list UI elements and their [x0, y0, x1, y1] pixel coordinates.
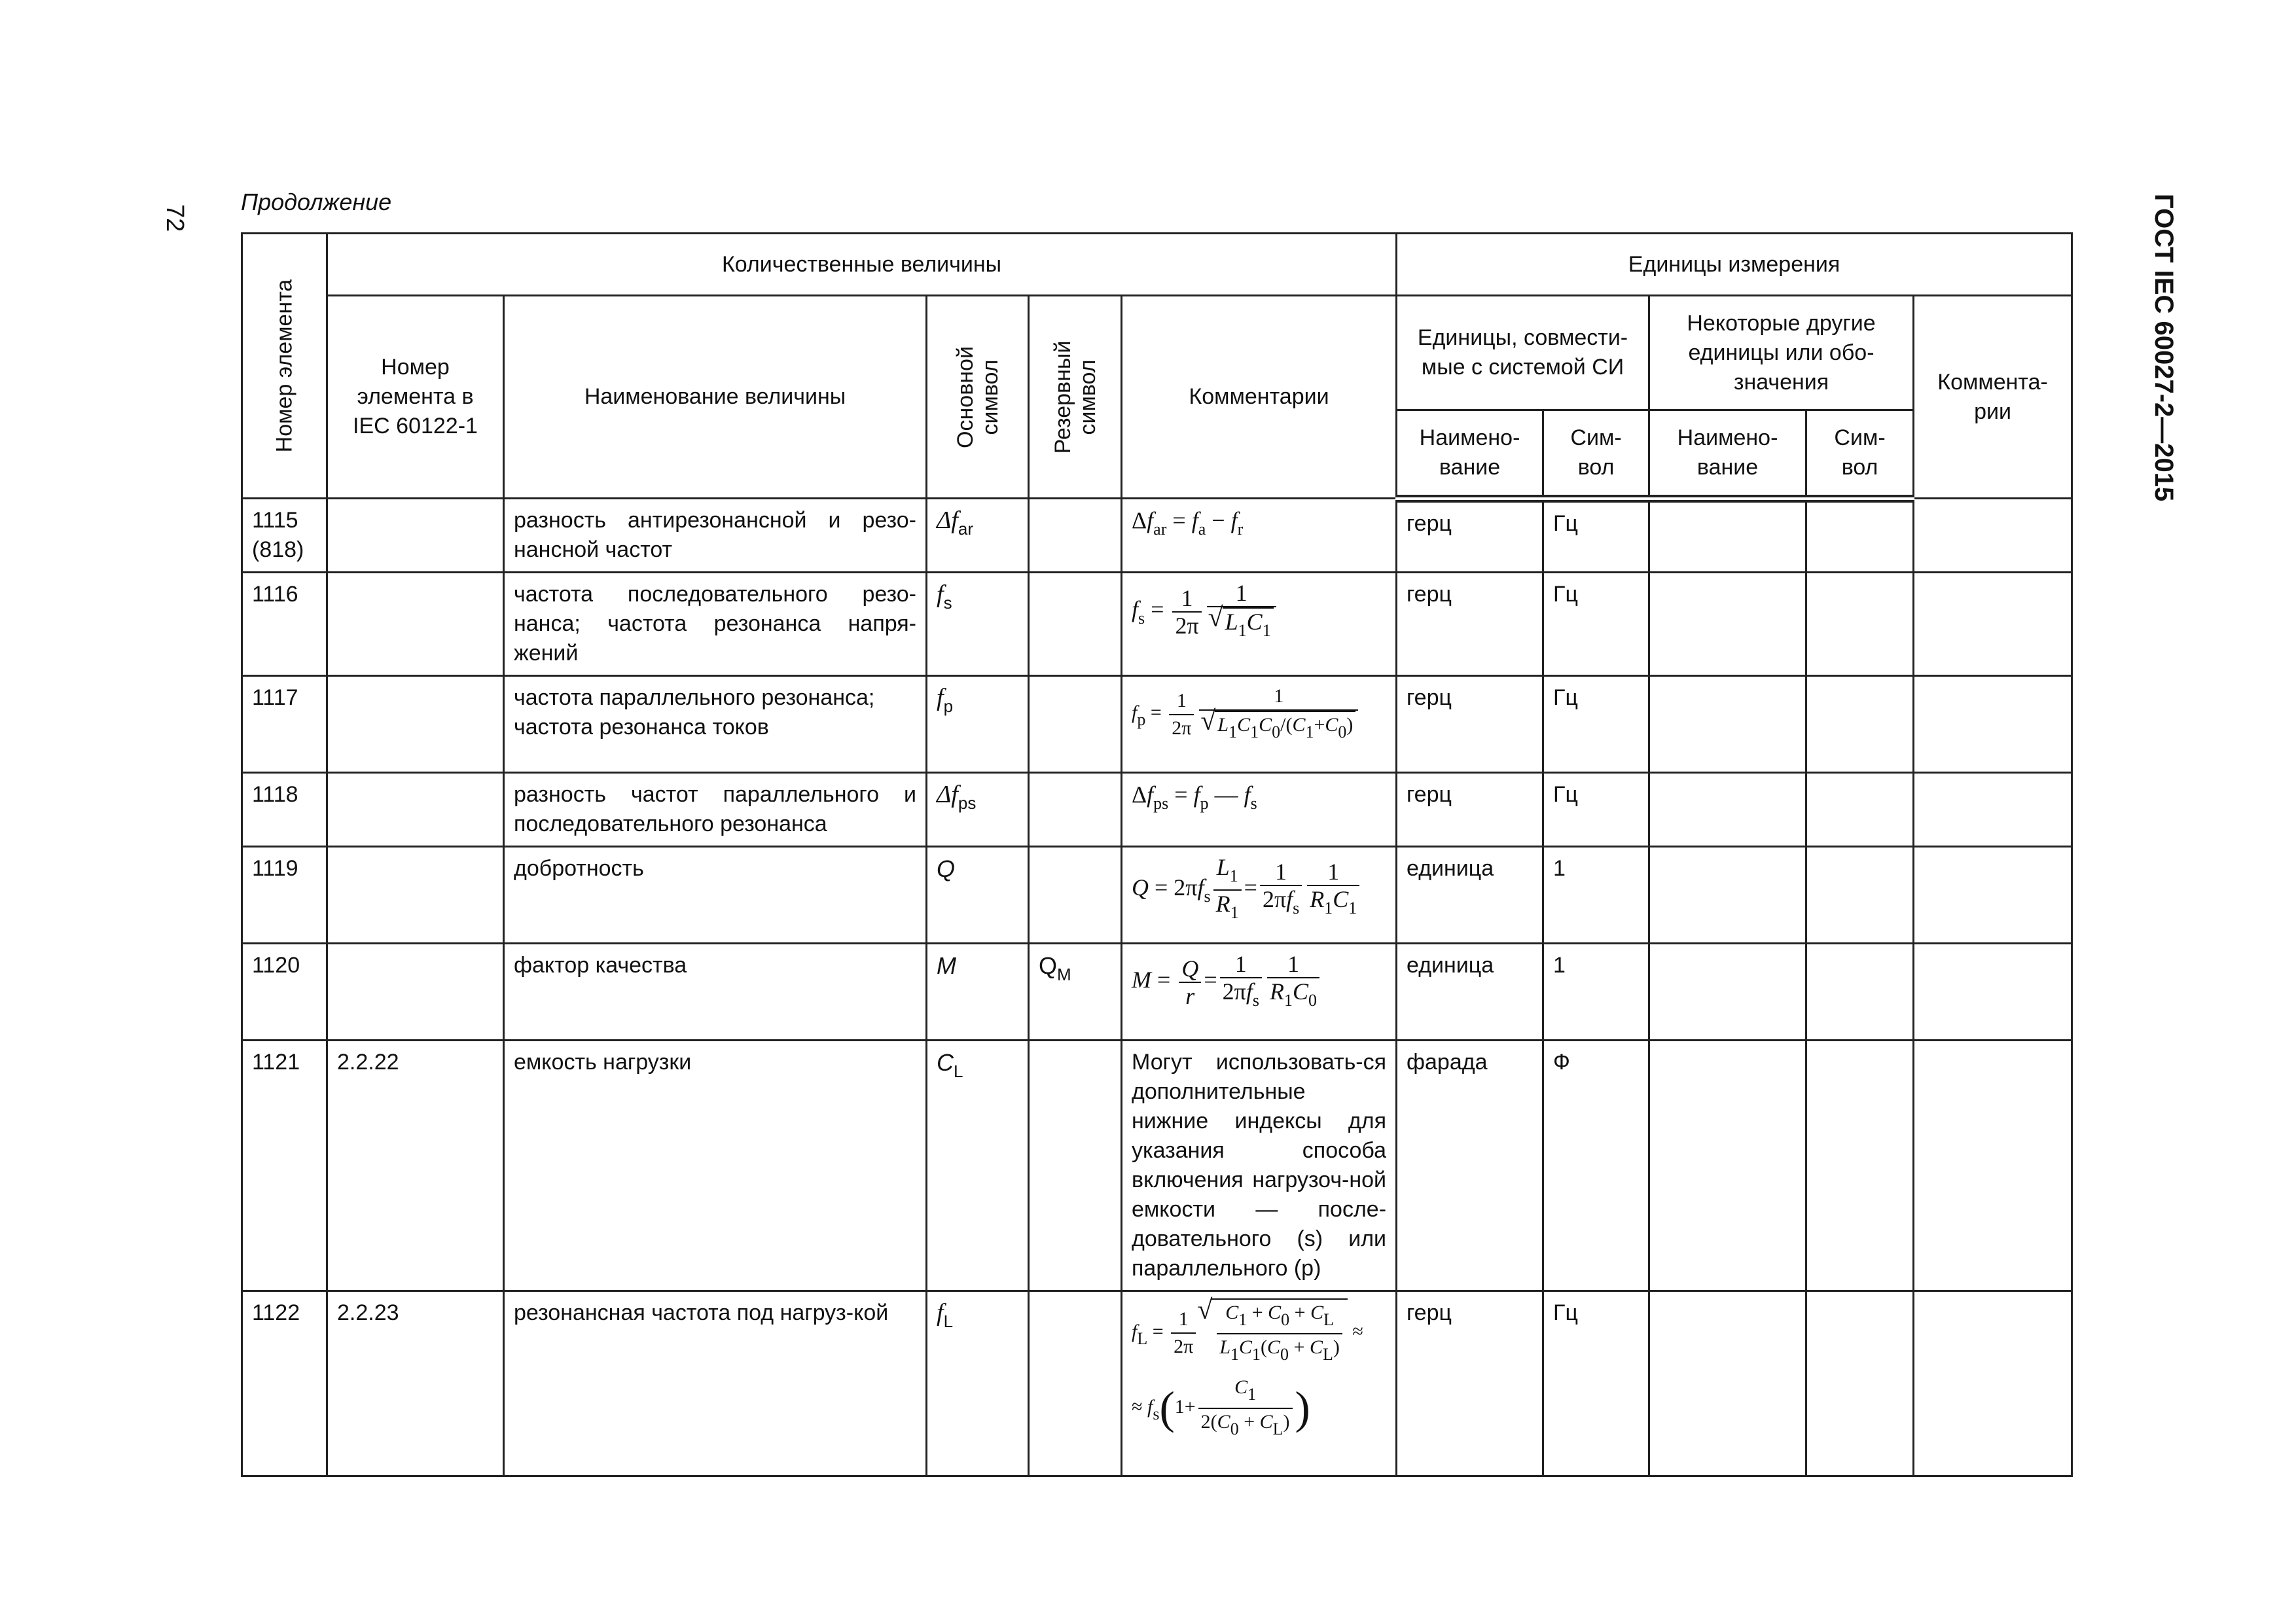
other-unit-name	[1649, 1041, 1806, 1291]
table-row	[242, 847, 2072, 944]
header-comments: Комментарии	[1122, 296, 1397, 499]
header-element-number: Номер элемента	[242, 234, 327, 499]
unit-comment	[1914, 1291, 2072, 1476]
other-unit-symbol	[1806, 1291, 1914, 1476]
unit-symbol: 1	[1543, 847, 1649, 944]
main-symbol: M	[927, 944, 1029, 1041]
element-number: 1119	[242, 847, 327, 944]
table-row	[242, 573, 2072, 676]
unit-name: герц	[1397, 499, 1543, 573]
element-number: 1122	[242, 1291, 327, 1476]
table-row	[242, 1041, 2072, 1291]
reserve-symbol	[1029, 773, 1122, 847]
header-si-symbol: Сим-вол	[1543, 410, 1649, 499]
reserve-symbol	[1029, 1291, 1122, 1476]
other-unit-name	[1649, 676, 1806, 773]
other-unit-name	[1649, 1291, 1806, 1476]
other-unit-symbol	[1806, 499, 1914, 573]
reserve-symbol: $Q_M$	[1029, 944, 1122, 1041]
reserve-symbol	[1029, 499, 1122, 573]
comment-formula: $f_s$ = $\frac{1}{2\pi}$ 1 √ $L_1C_1$	[1122, 573, 1397, 676]
unit-comment	[1914, 499, 2072, 573]
unit-comment	[1914, 1041, 2072, 1291]
main-symbol: $f_L$	[927, 1291, 1029, 1476]
header-si-units: Единицы, совмести-мые с системой СИ	[1397, 296, 1649, 410]
page-number: 72	[161, 204, 188, 232]
quantity-name: частота параллельного резонанса; частота резонанса токов	[504, 676, 927, 773]
table-header	[242, 234, 2072, 499]
other-unit-name	[1649, 847, 1806, 944]
reserve-symbol	[1029, 573, 1122, 676]
main-symbol: $f_p$	[927, 676, 1029, 773]
table-row	[242, 676, 2072, 773]
header-main-symbol: Основной символ	[927, 296, 1029, 499]
other-unit-symbol	[1806, 847, 1914, 944]
unit-comment	[1914, 773, 2072, 847]
quantity-name: добротность	[504, 847, 927, 944]
iec-number	[327, 773, 504, 847]
unit-symbol: Гц	[1543, 773, 1649, 847]
header-reserve-symbol: Резервный символ	[1029, 296, 1122, 499]
unit-symbol: Гц	[1543, 1291, 1649, 1476]
other-unit-name	[1649, 773, 1806, 847]
element-number: 1115 (818)	[242, 499, 327, 573]
element-number: 1118	[242, 773, 327, 847]
main-symbol: $\Delta f_{ps}$	[927, 773, 1029, 847]
unit-comment	[1914, 573, 2072, 676]
other-unit-name	[1649, 944, 1806, 1041]
main-symbol: Q	[927, 847, 1029, 944]
element-number: 1120	[242, 944, 327, 1041]
header-iec-number: Номер элемента в IEC 60122-1	[327, 296, 504, 499]
element-number: 1117	[242, 676, 327, 773]
unit-name: герц	[1397, 573, 1543, 676]
reserve-symbol	[1029, 676, 1122, 773]
quantity-name: фактор качества	[504, 944, 927, 1041]
iec-number	[327, 573, 504, 676]
quantity-name: резонансная частота под нагруз-кой	[504, 1291, 927, 1476]
other-unit-symbol	[1806, 944, 1914, 1041]
header-si-name: Наимено-вание	[1397, 410, 1543, 499]
unit-name: фарада	[1397, 1041, 1543, 1291]
iec-number	[327, 944, 504, 1041]
unit-name: единица	[1397, 847, 1543, 944]
unit-name: единица	[1397, 944, 1543, 1041]
comment-text: Могут использовать-ся дополнительные нижние индексы для указания способа включения нагрузоч-ной емкости — после-довательного (s) или параллельного (p)	[1122, 1041, 1397, 1291]
main-symbol: $\Delta f_{ar}$	[927, 499, 1029, 573]
comment-formula: fp = $\frac{1}{2\pi}$ 1 √ L1C1C0/(C1+C0)	[1122, 676, 1397, 773]
continuation-label: Продолжение	[241, 188, 392, 215]
header-quantity-name: Наименование величины	[504, 296, 927, 499]
unit-comment	[1914, 944, 2072, 1041]
main-symbol: $f_s$	[927, 573, 1029, 676]
table-row	[242, 773, 2072, 847]
iec-number	[327, 676, 504, 773]
iec-number: 2.2.23	[327, 1291, 504, 1476]
quantities-table	[241, 232, 2073, 1477]
comment-formula: $\Delta f_{ar} = f_a - f_r$	[1122, 499, 1397, 573]
comment-formula: M = $\frac{Q}{r}$ = $\frac{1}{2\pi f_s}$ $\frac{1}{R_1C_0}$	[1122, 944, 1397, 1041]
iec-number: 2.2.22	[327, 1041, 504, 1291]
unit-symbol: Гц	[1543, 499, 1649, 573]
header-quantities: Количественные величины	[327, 234, 1397, 296]
header-unit-comments: Коммента-рии	[1914, 296, 2072, 499]
unit-name: герц	[1397, 773, 1543, 847]
iec-number	[327, 499, 504, 573]
iec-number	[327, 847, 504, 944]
element-number: 1116	[242, 573, 327, 676]
reserve-symbol	[1029, 1041, 1122, 1291]
header-other-symbol: Сим-вол	[1806, 410, 1914, 499]
main-symbol: $C_L$	[927, 1041, 1029, 1291]
other-unit-symbol	[1806, 573, 1914, 676]
table-row	[242, 1291, 2072, 1476]
other-unit-symbol	[1806, 1041, 1914, 1291]
quantity-name: емкость нагрузки	[504, 1041, 927, 1291]
element-number: 1121	[242, 1041, 327, 1291]
other-unit-name	[1649, 499, 1806, 573]
comment-formula: $\Delta f_{ps} = f_p$ — $f_s$	[1122, 773, 1397, 847]
standard-code: ГОСТ IEC 60027-2—2015	[2149, 194, 2178, 502]
unit-symbol: Ф	[1543, 1041, 1649, 1291]
other-unit-symbol	[1806, 676, 1914, 773]
unit-symbol: Гц	[1543, 573, 1649, 676]
other-unit-name	[1649, 573, 1806, 676]
reserve-symbol	[1029, 847, 1122, 944]
comment-formula: $Q = 2\pi f_s$ $\frac{L_1}{R_1}$ = $\frac{1}{2\pi f_s}$ $\frac{1}{R_1C_1}$	[1122, 847, 1397, 944]
unit-name: герц	[1397, 676, 1543, 773]
header-other-units: Некоторые другие единицы или обо-значения	[1649, 296, 1914, 410]
header-other-name: Наимено-вание	[1649, 410, 1806, 499]
quantity-name: разность антирезонансной и резо-нансной частот	[504, 499, 927, 573]
quantity-name: частота последовательного резо-нанса; частота резонанса напря-жений	[504, 573, 927, 676]
table-row	[242, 944, 2072, 1041]
unit-comment	[1914, 676, 2072, 773]
quantity-name: разность частот параллельного и последовательного резонанса	[504, 773, 927, 847]
unit-symbol: 1	[1543, 944, 1649, 1041]
unit-symbol: Гц	[1543, 676, 1649, 773]
table-row	[242, 499, 2072, 573]
header-units: Единицы измерения	[1397, 234, 2072, 296]
comment-formula: fL = $\frac{1}{2\pi}$ √ $\frac{C1 + C0 + CL}{L1C1(C0 + CL)}$ ≈ ≈ fs(1+ $\frac{C1}{2(C0 + CL)}$ )	[1122, 1291, 1397, 1476]
unit-comment	[1914, 847, 2072, 944]
other-unit-symbol	[1806, 773, 1914, 847]
unit-name: герц	[1397, 1291, 1543, 1476]
